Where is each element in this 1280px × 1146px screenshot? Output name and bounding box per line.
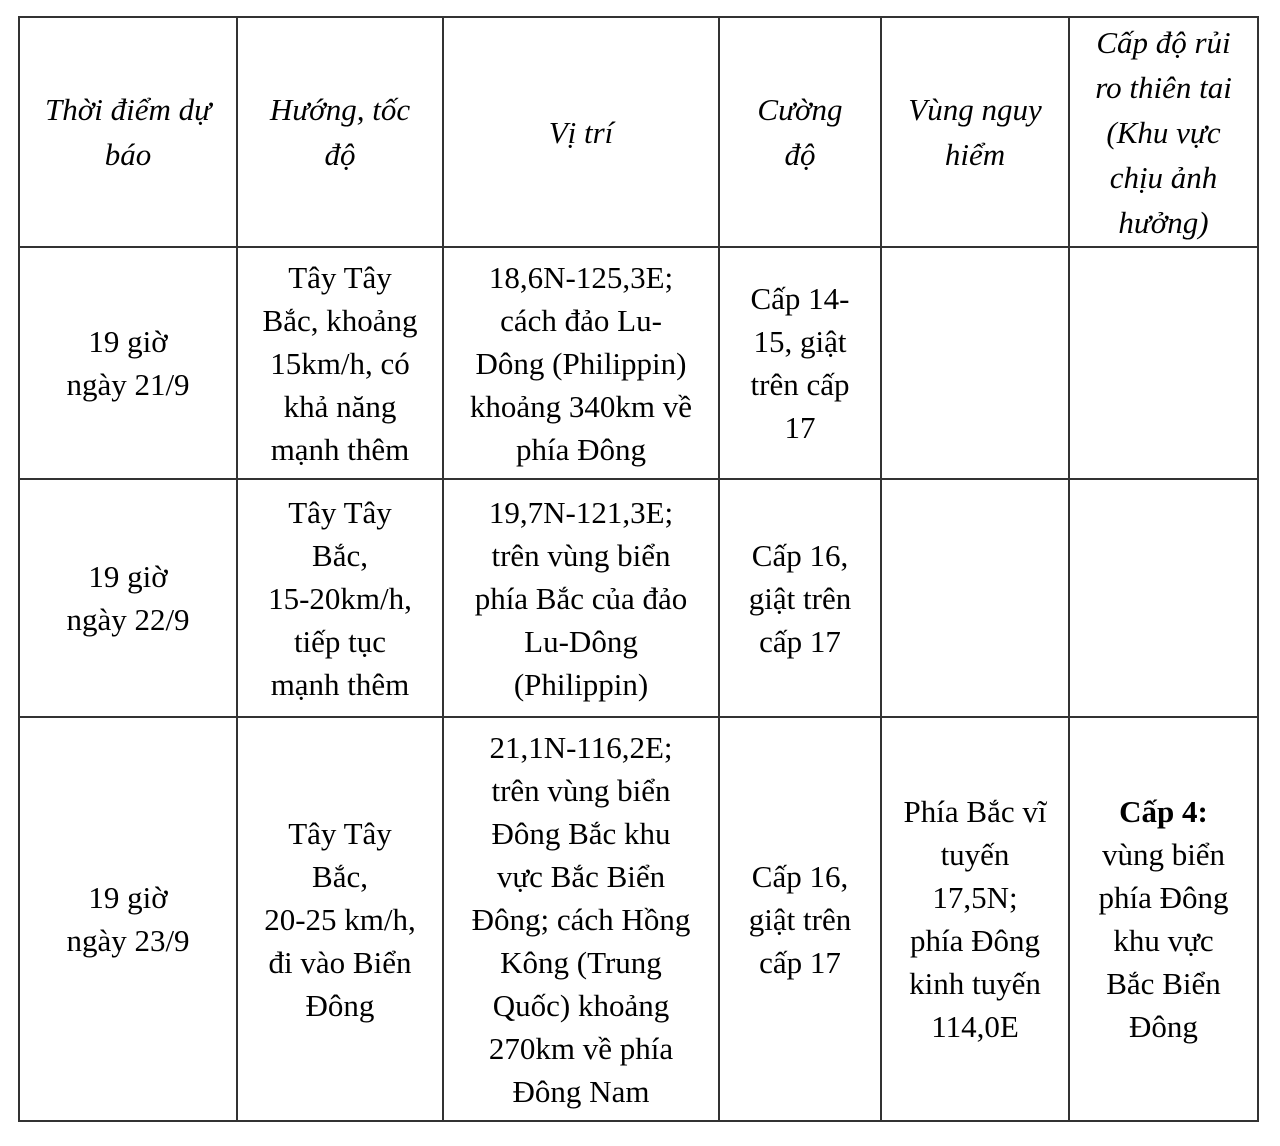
- cell-intensity: Cấp 16, giật trên cấp 17: [719, 479, 881, 717]
- table-row: [19, 247, 1258, 479]
- header-intensity: Cường độ: [719, 17, 881, 247]
- header-position: Vị trí: [443, 17, 719, 247]
- cell-danger-zone: [881, 479, 1069, 717]
- cell-intensity: Cấp 16, giật trên cấp 17: [719, 717, 881, 1121]
- cell-time: 19 giờ ngày 21/9: [19, 247, 237, 479]
- cell-time: 19 giờ ngày 23/9: [19, 717, 237, 1121]
- cell-danger-zone: [881, 247, 1069, 479]
- header-row: [19, 17, 1258, 247]
- cell-intensity: Cấp 14- 15, giật trên cấp 17: [719, 247, 881, 479]
- cell-direction: Tây Tây Bắc, khoảng 15km/h, có khả năng mạnh thêm: [237, 247, 443, 479]
- header-forecast-time: Thời điểm dự báo: [19, 17, 237, 247]
- cell-direction: Tây Tây Bắc, 15-20km/h, tiếp tục mạnh thêm: [237, 479, 443, 717]
- cell-time: 19 giờ ngày 22/9: [19, 479, 237, 717]
- cell-risk-level: Cấp 4: vùng biển phía Đông khu vực Bắc Biển Đông: [1069, 717, 1258, 1121]
- risk-level-title: Cấp 4:: [1119, 794, 1208, 829]
- header-danger-zone: Vùng nguy hiểm: [881, 17, 1069, 247]
- cell-position: 21,1N-116,2E; trên vùng biển Đông Bắc khu vực Bắc Biển Đông; cách Hồng Kông (Trung Quốc) khoảng 270km về phía Đông Nam: [443, 717, 719, 1121]
- cell-risk-level: [1069, 479, 1258, 717]
- cell-danger-zone: Phía Bắc vĩ tuyến 17,5N; phía Đông kinh tuyến 114,0E: [881, 717, 1069, 1121]
- cell-position: 18,6N-125,3E; cách đảo Lu- Dông (Philippin) khoảng 340km về phía Đông: [443, 247, 719, 479]
- header-disaster-risk-level: Cấp độ rủi ro thiên tai (Khu vực chịu ảnh hưởng): [1069, 17, 1258, 247]
- cell-risk-level: [1069, 247, 1258, 479]
- storm-forecast-table: [18, 16, 1259, 1122]
- header-direction-speed: Hướng, tốc độ: [237, 17, 443, 247]
- cell-direction: Tây Tây Bắc, 20-25 km/h, đi vào Biển Đông: [237, 717, 443, 1121]
- table-row: [19, 479, 1258, 717]
- cell-position: 19,7N-121,3E; trên vùng biển phía Bắc của đảo Lu-Dông (Philippin): [443, 479, 719, 717]
- table-row: [19, 717, 1258, 1121]
